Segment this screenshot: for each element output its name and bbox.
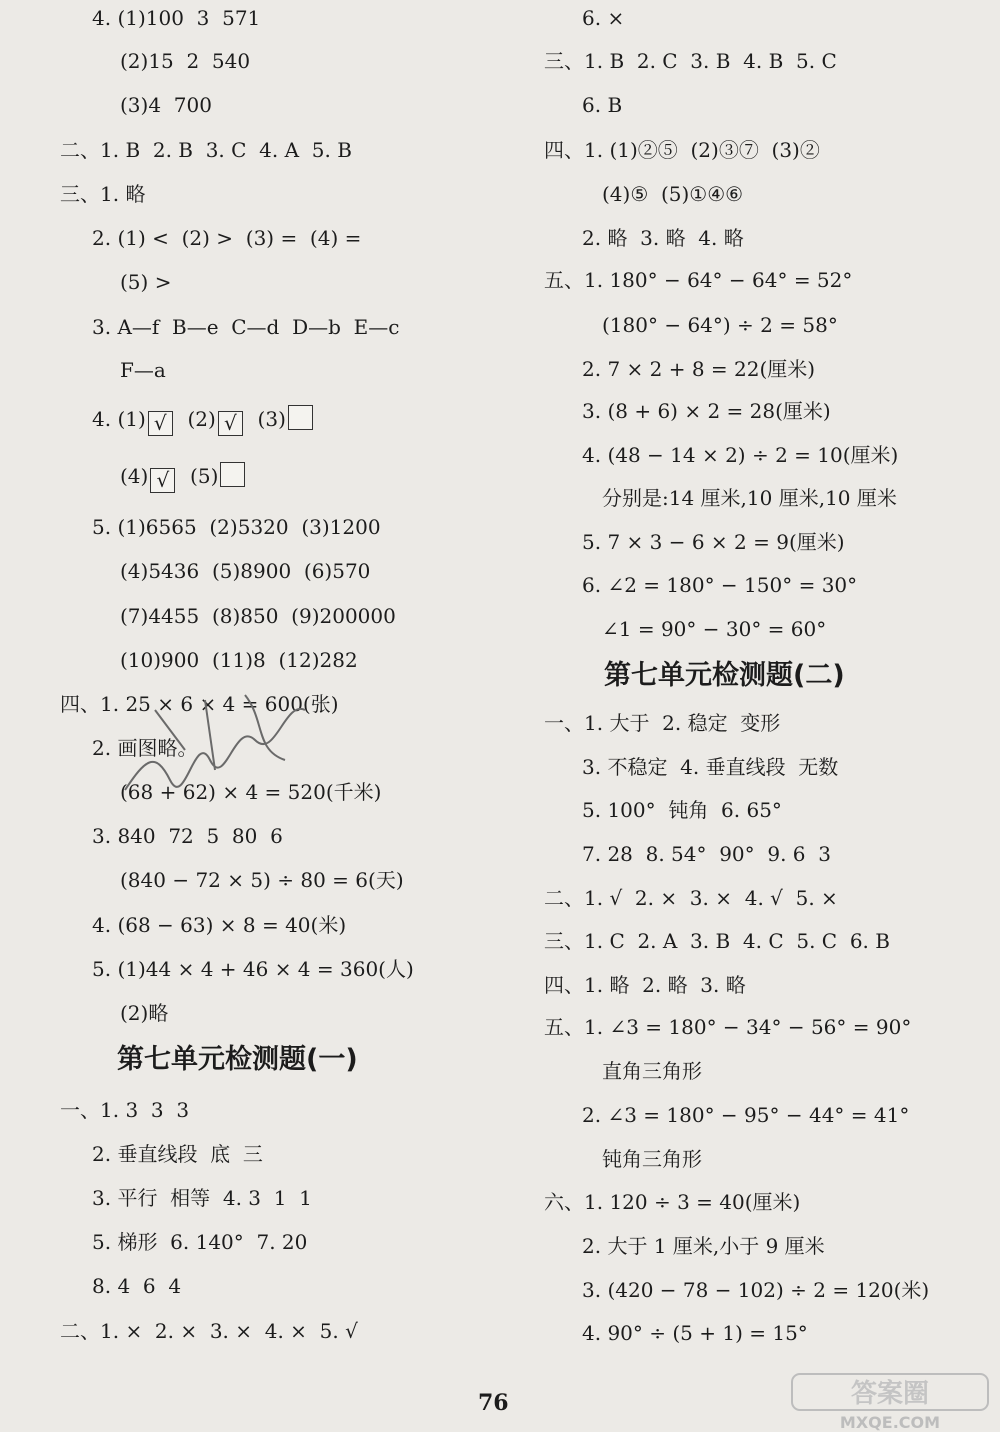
right-answer-line: 六、1. 120 ÷ 3 = 40(厘米) [544, 1190, 801, 1214]
checkbox-label: 4. (1) [92, 407, 146, 431]
watermark-url: MXQE.COM [839, 1413, 941, 1432]
checkbox-row [92, 405, 315, 436]
left-answer-line: 5. 梯形 6. 140° 7. 20 [92, 1230, 308, 1254]
right-answer-line: 2. 略 3. 略 4. 略 [582, 226, 744, 250]
answer-checkbox: √ [218, 411, 243, 436]
answer-checkbox [220, 462, 245, 487]
left-answer-line: (68 + 62) × 4 = 520(千米) [120, 780, 382, 804]
right-answer-line: 三、1. B 2. C 3. B 4. B 5. C [544, 49, 837, 73]
right-answer-line: 分别是:14 厘米,10 厘米,10 厘米 [602, 486, 897, 510]
left-answer-line: 一、1. 3 3 3 [60, 1098, 190, 1122]
left-answer-line: F—a [120, 358, 166, 382]
right-answer-line: (180° − 64°) ÷ 2 = 58° [602, 313, 838, 337]
right-answer-line: 2. ∠3 = 180° − 95° − 44° = 41° [582, 1103, 910, 1127]
right-answer-line: 四、1. 略 2. 略 3. 略 [544, 973, 746, 997]
right-answer-line: 5. 100° 钝角 6. 65° [582, 798, 782, 822]
checkbox-label: (5) [177, 464, 219, 488]
checkbox-row [120, 462, 247, 493]
left-answer-line: (5) > [120, 270, 172, 294]
left-answer-line: 8. 4 6 4 [92, 1274, 182, 1298]
watermark-text: 答案圈 [850, 1379, 930, 1409]
left-answer-line: (840 − 72 × 5) ÷ 80 = 6(天) [120, 868, 404, 892]
right-answer-line: 4. (48 − 14 × 2) ÷ 2 = 10(厘米) [582, 443, 899, 467]
answer-checkbox: √ [148, 411, 173, 436]
section-heading: 第七单元检测题(一) [117, 1044, 358, 1075]
right-answer-line: 四、1. (1)②⑤ (2)③⑦ (3)② [544, 138, 820, 162]
right-answer-line: 2. 大于 1 厘米,小于 9 厘米 [582, 1234, 825, 1258]
left-answer-line: 3. 平行 相等 4. 3 1 1 [92, 1186, 312, 1210]
left-answer-line: 5. (1)44 × 4 + 46 × 4 = 360(人) [92, 957, 414, 981]
left-answer-line: 5. (1)6565 (2)5320 (3)1200 [92, 515, 381, 539]
right-answer-line: 3. (8 + 6) × 2 = 28(厘米) [582, 399, 831, 423]
left-answer-line: 四、1. 25 × 6 × 4 = 600(张) [60, 692, 339, 716]
right-answer-line: 5. 7 × 3 − 6 × 2 = 9(厘米) [582, 530, 845, 554]
right-answer-line: 三、1. C 2. A 3. B 4. C 5. C 6. B [544, 929, 890, 953]
left-answer-line: 二、1. B 2. B 3. C 4. A 5. B [60, 138, 352, 162]
answer-checkbox [288, 405, 313, 430]
left-answer-line: 4. (68 − 63) × 8 = 40(米) [92, 913, 347, 937]
left-answer-line: (2)15 2 540 [120, 49, 251, 73]
right-answer-line: 4. 90° ÷ (5 + 1) = 15° [582, 1321, 808, 1345]
answer-checkbox: √ [150, 468, 175, 493]
checkbox-label: (2) [174, 407, 216, 431]
right-answer-line: 2. 7 × 2 + 8 = 22(厘米) [582, 357, 816, 381]
right-answer-line: 3. 不稳定 4. 垂直线段 无数 [582, 755, 839, 779]
left-answer-line: 2. 画图略。 [92, 736, 198, 760]
right-answer-line: 钝角三角形 [602, 1147, 702, 1171]
right-answer-line: 7. 28 8. 54° 90° 9. 6 3 [582, 842, 831, 866]
right-answer-line: 五、1. 180° − 64° − 64° = 52° [544, 268, 853, 292]
left-answer-line: 3. A—f B—e C—d D—b E—c [92, 315, 400, 339]
left-answer-line: (3)4 700 [120, 93, 212, 117]
right-answer-line: 6. B [582, 93, 623, 117]
right-answer-line: 一、1. 大于 2. 稳定 变形 [544, 711, 781, 735]
left-answer-line: (4)5436 (5)8900 (6)570 [120, 559, 371, 583]
watermark-logo [790, 1370, 995, 1432]
left-answer-line: (2)略 [120, 1001, 169, 1025]
right-answer-line: 二、1. √ 2. × 3. × 4. √ 5. × [544, 886, 838, 910]
left-answer-line: (7)4455 (8)850 (9)200000 [120, 604, 396, 628]
left-answer-line: 三、1. 略 [60, 182, 146, 206]
right-answer-line: 6. × [582, 6, 625, 30]
section-heading: 第七单元检测题(二) [604, 660, 845, 691]
right-answer-line: 五、1. ∠3 = 180° − 34° − 56° = 90° [544, 1015, 912, 1039]
left-answer-line: (10)900 (11)8 (12)282 [120, 648, 358, 672]
right-answer-line: ∠1 = 90° − 30° = 60° [602, 617, 827, 641]
checkbox-label: (3) [244, 407, 286, 431]
checkbox-label: (4) [120, 464, 149, 488]
left-answer-line: 2. (1) < (2) > (3) = (4) = [92, 226, 362, 250]
right-answer-line: 直角三角形 [602, 1059, 702, 1083]
left-answer-line: 二、1. × 2. × 3. × 4. × 5. √ [60, 1319, 358, 1343]
left-answer-line: 2. 垂直线段 底 三 [92, 1142, 263, 1166]
left-answer-line: 4. (1)100 3 571 [92, 6, 261, 30]
left-answer-line: 3. 840 72 5 80 6 [92, 824, 283, 848]
right-answer-line: 3. (420 − 78 − 102) ÷ 2 = 120(米) [582, 1278, 930, 1302]
handwritten-scribble [115, 690, 315, 820]
right-answer-line: 6. ∠2 = 180° − 150° = 30° [582, 573, 858, 597]
right-answer-line: (4)⑤ (5)①④⑥ [602, 182, 744, 206]
page-number: 76 [478, 1390, 509, 1416]
